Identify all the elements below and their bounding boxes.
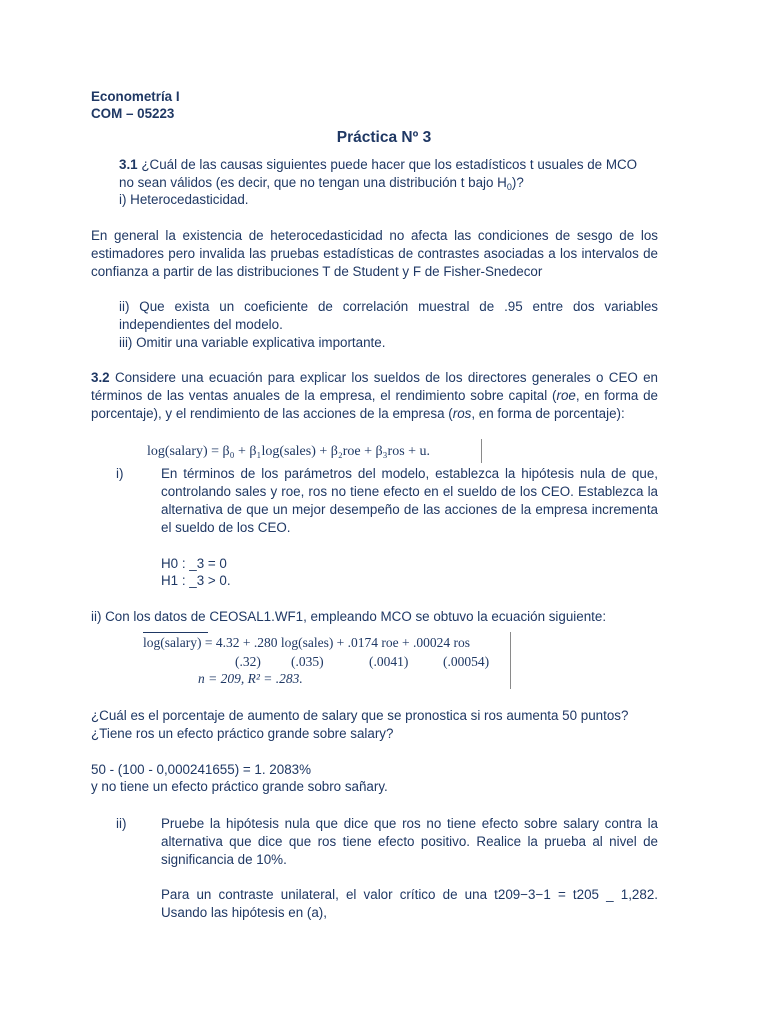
question-number: 3.2	[91, 370, 110, 385]
answer-conclusion: y no tiene un efecto práctico grande sobro sañary.	[91, 779, 388, 794]
model-equation: log(salary) = β₀ + β₁log(sales) + β₂roe + β₃ros + u.	[147, 444, 431, 459]
course-name: Econometría I	[91, 89, 180, 104]
equation-divider	[510, 632, 511, 689]
percent-question-2: ¿Tiene ros un efecto práctico grande sobre salary?	[91, 726, 394, 741]
hypothesis-alternative: H1 : _3 > 0.	[161, 573, 231, 588]
question-3-1-line2: no sean válidos (es decir, que no tengan una distribución t bajo $H_0$)?	[119, 175, 524, 192]
hat-mark	[143, 632, 208, 633]
using-hypotheses-text: Usando las hipótesis en (a),	[161, 905, 327, 920]
answer-item-i: i) Heterocedasticidad.	[119, 192, 249, 207]
critical-value-text: Para un contraste unilateral, el valor crítico de una t209−3−1 = t205 _ 1,282.	[161, 887, 658, 902]
question-3-1	[119, 156, 659, 174]
hypothesis-null: H0 : _3 = 0	[161, 556, 227, 571]
equation-divider	[481, 439, 482, 463]
explanation-paragraph: En general la existencia de heterocedasticidad no afecta las condiciones de sesgo de los estimadores pero invalida las pruebas estadísticas de contrastes asociadas a los intervalos de confianza a partir de las distribuciones T de Student y F de Fisher-Snedecor	[91, 228, 658, 279]
course-code: COM – 05223	[91, 106, 175, 121]
estimated-equation: log(salary) = 4.32 + .280 log(sales) + .0174 roe + .00024 ros	[143, 635, 471, 650]
answer-item-ii: ii) Que exista un coeficiente de correlación muestral de .95 entre dos variables independientes del modelo.	[119, 299, 658, 332]
std-error-roe: (.0041)	[369, 654, 409, 669]
std-error-sales: (.035)	[291, 654, 324, 669]
question-text-line1: ¿Cuál de las causas siguientes puede hacer que los estadísticos t usuales de MCO	[141, 157, 638, 172]
part-ii-intro: ii) Con los datos de CEOSAL1.WF1, empleando MCO se obtuvo la ecuación siguiente:	[91, 609, 607, 624]
std-error-ros: (.00054)	[443, 654, 490, 669]
page-title: Práctica Nº 3	[336, 129, 432, 146]
sample-stats: n = 209, R² = .283.	[198, 671, 303, 686]
part-i-text: En términos de los parámetros del modelo, establezca la hipótesis nula de que, controlando sales y roe, ros no tiene efecto en el sueldo de los CEO. Establezca la alternativa de que un mejor desempeño de las acciones de la empresa incrementa el sueldo de los CEO.	[161, 466, 658, 535]
part-ii2-text: Pruebe la hipótesis nula que dice que ros no tiene efecto sobre salary contra la alternativa que dice que ros tiene efecto positivo. Realice la prueba al nivel de significancia de 10%.	[161, 816, 658, 867]
question-number: 3.1	[119, 157, 138, 172]
std-error-const: (.32)	[235, 654, 261, 669]
part-i-label: i)	[116, 466, 124, 481]
question-3-2: 3.2 Considere una ecuación para explicar los sueldos de los directores generales o CEO en términos de las ventas anuales de la empresa, el rendimiento sobre capital (roe, en forma de porcentaje), y el rendimiento de las acciones de la empresa (ros, en forma de porcentaje):	[91, 370, 658, 421]
percent-question-1: ¿Cuál es el porcentaje de aumento de salary que se pronostica si ros aumenta 50 puntos?	[91, 708, 629, 723]
answer-calculation: 50 - (100 - 0,000241655) = 1. 2083%	[91, 762, 311, 777]
part-ii2-label: ii)	[116, 816, 127, 831]
answer-item-iii: iii) Omitir una variable explicativa importante.	[119, 335, 386, 350]
